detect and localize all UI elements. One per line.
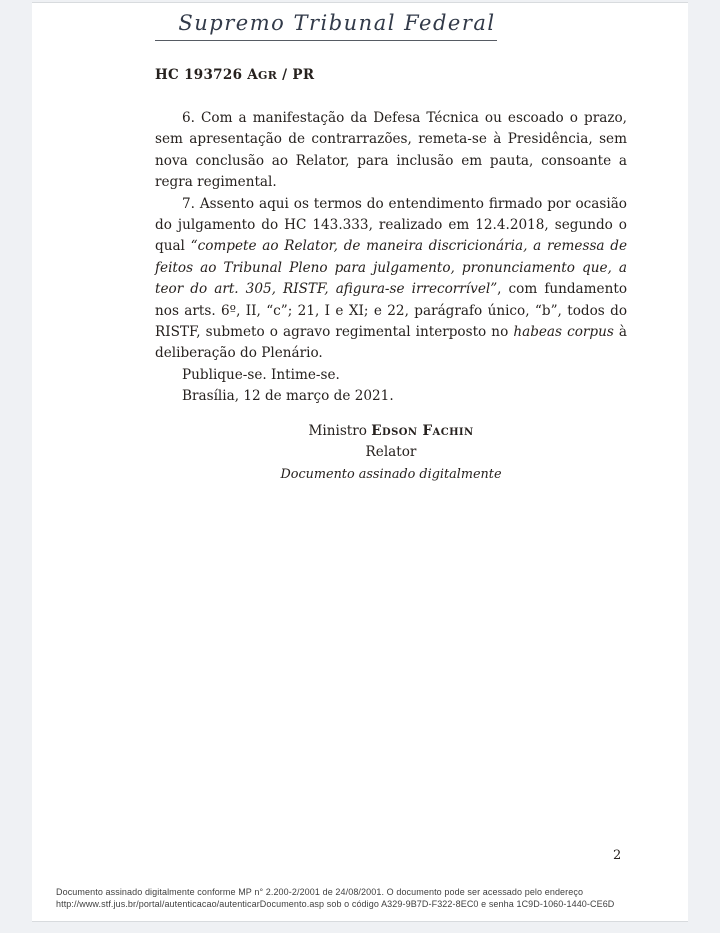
habeas-corpus-latin-term: habeas corpus (513, 324, 614, 341)
paragraph-7-text: 7. Assento aqui os termos do entendimento firmado por ocasião do julgamento do HC 143.333, realizado em 12.4.2018, segundo o qual (155, 195, 627, 255)
authentication-footer (56, 886, 614, 911)
footer-line-1: Documento assinado digitalmente conforme MP n° 2.200-2/2001 de 24/08/2001. O documento pode ser acessado pelo endereço (56, 887, 584, 897)
paragraph-6: 6. Com a manifestação da Defesa Técnica ou escoado o prazo, sem apresentação de contrarrazões, remeta-se à Presidência, sem nova conclusão ao Relator, para inclusão em pauta, consoante a regra regimental. (155, 110, 627, 191)
case-number-prefix: HC 193726 A (155, 67, 259, 83)
letterhead (155, 10, 497, 41)
date-line: Brasília, 12 de março de 2021. (182, 388, 394, 405)
page-number: 2 (613, 848, 622, 863)
minister-name: Edson Fachin (371, 422, 474, 439)
paragraph-7-text-end: à deliberação do Plenário. (155, 324, 627, 362)
case-number-suffix: / PR (277, 67, 315, 83)
paragraph-7 (155, 194, 627, 365)
case-number (155, 67, 314, 83)
institution-name: Supremo Tribunal Federal (178, 11, 496, 35)
paragraph-7-text-continued: , com fundamento nos arts. 6º, II, “c”; 21, I e XI; e 22, parágrafo único, “b”, todos do RISTF, submeto o agravo regimental interposto no (155, 281, 628, 341)
footer-line-2: http://www.stf.jus.br/portal/autenticacao/autenticarDocumento.asp sob o código A329-9B7D-F322-8EC0 e senha 1C9D-1060-1440-CE6D (56, 899, 615, 910)
signature-block (155, 421, 627, 485)
minister-role-prefix: Ministro (308, 422, 372, 439)
document-page (32, 2, 688, 922)
digital-signature-note: Documento assinado digitalmente (280, 466, 502, 482)
order-line: Publique-se. Intime-se. (182, 366, 340, 383)
relator-title: Relator (365, 444, 417, 461)
paragraph-7-quotation: “compete ao Relator, de maneira discricionária, a remessa de feitos ao Tribunal Pleno para julgamento, pronunciamento que, a teor do art. 305, RISTF, afigura-se irrecorrível” (155, 238, 627, 298)
decision-body (155, 108, 627, 485)
case-number-agr-smallcaps: GR (258, 69, 278, 82)
minister-line (155, 421, 627, 442)
